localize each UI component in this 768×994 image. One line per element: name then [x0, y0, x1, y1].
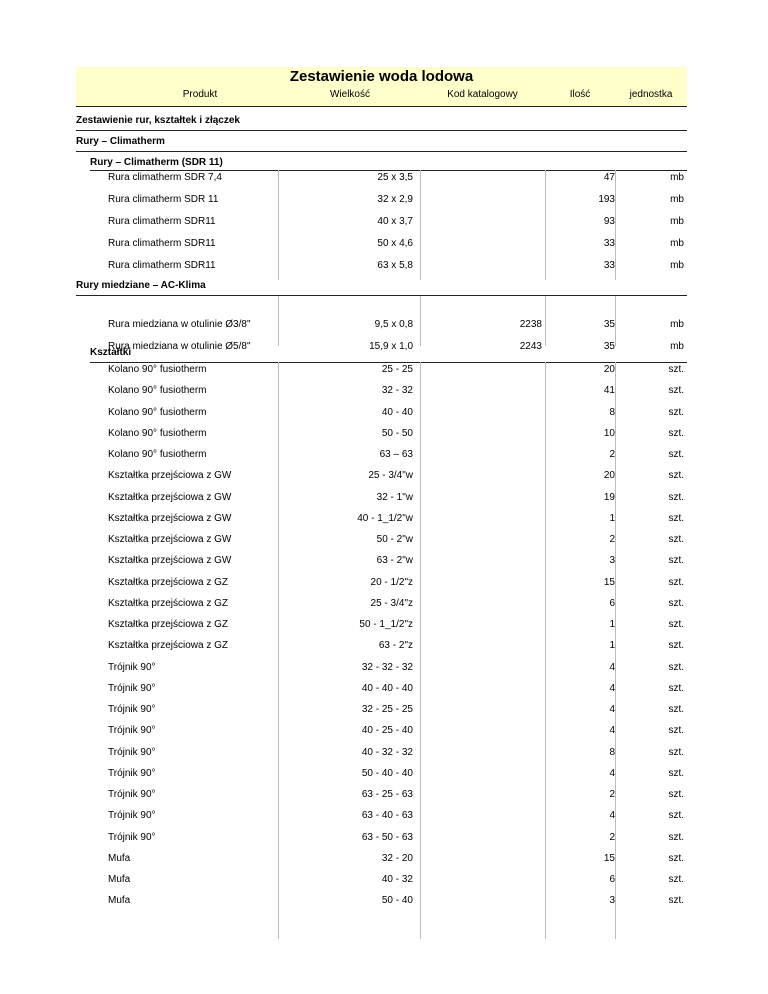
cell-product: Trójnik 90°: [108, 661, 156, 673]
table-row: [0, 809, 768, 823]
table-row: [0, 576, 768, 590]
cell-unit: szt.: [668, 385, 684, 397]
cell-quantity: 10: [603, 427, 615, 439]
cell-size: 63 - 2"z: [378, 640, 413, 652]
cell-size: 9,5 x 0,8: [374, 319, 413, 330]
cell-quantity: 2: [609, 534, 615, 545]
table-row: [0, 894, 768, 908]
cell-quantity: 47: [603, 172, 615, 183]
cell-quantity: 1: [609, 640, 615, 652]
cell-size: 40 - 40 - 40: [361, 682, 413, 694]
col-header-jednostka: jednostka: [629, 89, 673, 100]
cell-product: Trójnik 90°: [108, 704, 156, 715]
table-row: [0, 363, 768, 377]
cell-unit: szt.: [668, 619, 684, 630]
cell-size: 63 - 25 - 63: [361, 789, 413, 800]
table-row: [0, 682, 768, 696]
cell-product: Trójnik 90°: [108, 810, 156, 822]
table-row: [0, 215, 768, 229]
cell-unit: mb: [670, 260, 684, 271]
cell-size: 25 - 3/4"z: [370, 597, 413, 609]
cell-unit: szt.: [668, 682, 684, 694]
table-row: [0, 427, 768, 441]
section-divider: [76, 130, 687, 131]
cell-product: Kształtka przejściowa z GW: [108, 512, 232, 524]
table-row: [0, 597, 768, 611]
cell-quantity: 15: [603, 852, 615, 864]
cell-product: Rura climatherm SDR11: [108, 238, 216, 249]
section-rury-climatherm-sdr11: Rury – Climatherm (SDR 11): [90, 157, 223, 168]
table-row: [0, 448, 768, 462]
cell-product: Trójnik 90°: [108, 725, 156, 737]
cell-size: 50 - 2"w: [376, 534, 413, 545]
section-rury-climatherm: Rury – Climatherm: [76, 136, 165, 147]
cell-catalog-code: 2243: [519, 341, 542, 352]
cell-quantity: 193: [598, 194, 615, 205]
table-row: [0, 724, 768, 738]
table-row: [0, 767, 768, 781]
cell-size: 40 - 40: [381, 406, 413, 418]
cell-size: 50 - 50: [381, 427, 413, 439]
cell-unit: szt.: [668, 725, 684, 737]
cell-unit: szt.: [668, 555, 684, 567]
cell-unit: mb: [670, 319, 684, 330]
page-title: Zestawienie woda lodowa: [289, 68, 474, 85]
cell-product: Kształtka przejściowa z GW: [108, 555, 232, 567]
cell-size: 32 - 1"w: [376, 491, 413, 503]
cell-unit: szt.: [668, 661, 684, 673]
cell-product: Kształtka przejściowa z GW: [108, 491, 232, 503]
cell-size: 63 - 2"w: [376, 555, 413, 567]
table-row: [0, 873, 768, 887]
cell-product: Rura climatherm SDR11: [108, 216, 216, 227]
cell-size: 63 x 5,8: [377, 260, 413, 271]
table-row: [0, 661, 768, 675]
cell-unit: szt.: [668, 704, 684, 715]
cell-product: Kształtka przejściowa z GZ: [108, 619, 229, 630]
cell-size: 32 - 32 - 32: [361, 661, 413, 673]
cell-product: Rura climatherm SDR 11: [108, 194, 219, 205]
cell-unit: szt.: [668, 512, 684, 524]
cell-product: Trójnik 90°: [108, 682, 156, 694]
cell-size: 15,9 x 1,0: [369, 341, 413, 352]
col-header-kod: Kod katalogowy: [447, 89, 518, 100]
cell-quantity: 6: [609, 597, 615, 609]
cell-quantity: 4: [609, 682, 615, 694]
cell-quantity: 1: [609, 512, 615, 524]
cell-size: 32 x 2,9: [377, 194, 413, 205]
cell-quantity: 93: [603, 216, 615, 227]
cell-product: Trójnik 90°: [108, 789, 156, 800]
cell-quantity: 1: [609, 619, 615, 630]
cell-product: Kolano 90° fusiotherm: [108, 385, 207, 397]
cell-quantity: 33: [603, 260, 615, 271]
cell-product: Kształtka przejściowa z GW: [108, 470, 232, 482]
cell-quantity: 33: [603, 238, 615, 249]
cell-unit: szt.: [668, 534, 684, 545]
cell-size: 50 x 4,6: [377, 238, 413, 249]
table-row: [0, 384, 768, 398]
table-row: [0, 491, 768, 505]
table-row: [0, 469, 768, 483]
header-divider: [76, 106, 687, 107]
cell-unit: mb: [670, 216, 684, 227]
cell-size: 32 - 20: [381, 852, 413, 864]
cell-product: Kształtka przejściowa z GZ: [108, 576, 229, 588]
cell-quantity: 20: [603, 470, 615, 482]
cell-quantity: 2: [609, 789, 615, 800]
cell-unit: mb: [670, 172, 684, 183]
table-row: [0, 512, 768, 526]
cell-unit: szt.: [668, 491, 684, 503]
cell-product: Rura climatherm SDR11: [108, 260, 216, 271]
table-row: [0, 406, 768, 420]
cell-unit: szt.: [668, 364, 684, 375]
cell-size: 40 - 25 - 40: [361, 725, 413, 737]
cell-product: Kolano 90° fusiotherm: [108, 406, 207, 418]
cell-unit: szt.: [668, 810, 684, 822]
cell-size: 25 - 25: [381, 364, 413, 375]
table-row: [0, 639, 768, 653]
cell-quantity: 2: [609, 449, 615, 460]
section-divider: [76, 295, 687, 296]
cell-quantity: 2: [609, 831, 615, 843]
cell-unit: szt.: [668, 874, 684, 885]
cell-unit: szt.: [668, 597, 684, 609]
cell-quantity: 4: [609, 810, 615, 822]
table-row: [0, 259, 768, 273]
cell-quantity: 19: [603, 491, 615, 503]
cell-product: Rura climatherm SDR 7,4: [108, 172, 222, 183]
table-row: [0, 171, 768, 185]
table-row: [0, 703, 768, 717]
table-row: [0, 237, 768, 251]
cell-unit: szt.: [668, 831, 684, 843]
cell-size: 40 - 1_1/2"w: [357, 512, 413, 524]
cell-product: Mufa: [108, 852, 131, 864]
cell-unit: mb: [670, 341, 684, 352]
cell-size: 63 - 40 - 63: [361, 810, 413, 822]
cell-quantity: 3: [609, 555, 615, 567]
section-main: Zestawienie rur, kształtek i złączek: [76, 115, 240, 126]
cell-product: Trójnik 90°: [108, 746, 156, 758]
cell-quantity: 35: [603, 341, 615, 352]
cell-product: Kolano 90° fusiotherm: [108, 449, 207, 460]
table-row: [0, 618, 768, 632]
table-row: [0, 554, 768, 568]
cell-unit: szt.: [668, 470, 684, 482]
cell-quantity: 20: [603, 364, 615, 375]
col-header-wielkosc: Wielkość: [329, 89, 370, 100]
cell-product: Rura miedziana w otulinie Ø3/8": [108, 319, 251, 330]
cell-unit: mb: [670, 194, 684, 205]
cell-quantity: 4: [609, 725, 615, 737]
cell-unit: mb: [670, 238, 684, 249]
table-row: [0, 852, 768, 866]
section-rury-miedziane: Rury miedziane – AC-Klima: [76, 280, 206, 291]
cell-unit: szt.: [668, 746, 684, 758]
section-ksztaltki: Kształtki: [90, 347, 132, 358]
cell-size: 50 - 40: [381, 895, 413, 907]
cell-size: 40 - 32 - 32: [361, 746, 413, 758]
cell-quantity: 3: [609, 895, 615, 907]
cell-quantity: 4: [609, 767, 615, 779]
cell-quantity: 8: [609, 406, 615, 418]
table-row: [0, 746, 768, 760]
cell-quantity: 4: [609, 704, 615, 715]
cell-catalog-code: 2238: [519, 319, 542, 330]
cell-unit: szt.: [668, 576, 684, 588]
cell-unit: szt.: [668, 767, 684, 779]
cell-product: Kolano 90° fusiotherm: [108, 364, 207, 375]
cell-size: 25 - 3/4"w: [368, 470, 413, 482]
cell-size: 32 - 25 - 25: [361, 704, 413, 715]
cell-product: Kształtka przejściowa z GW: [108, 534, 232, 545]
cell-quantity: 41: [603, 385, 615, 397]
cell-size: 63 - 50 - 63: [361, 831, 413, 843]
cell-size: 25 x 3,5: [377, 172, 413, 183]
table-row: [0, 193, 768, 207]
cell-size: 20 - 1/2"z: [370, 576, 413, 588]
table-row: [0, 340, 768, 354]
cell-unit: szt.: [668, 640, 684, 652]
cell-quantity: 15: [603, 576, 615, 588]
cell-unit: szt.: [668, 895, 684, 907]
cell-quantity: 8: [609, 746, 615, 758]
cell-product: Mufa: [108, 874, 131, 885]
cell-unit: szt.: [668, 852, 684, 864]
cell-unit: szt.: [668, 789, 684, 800]
cell-product: Mufa: [108, 895, 131, 907]
cell-product: Trójnik 90°: [108, 831, 156, 843]
cell-quantity: 6: [609, 874, 615, 885]
cell-product: Rura miedziana w otulinie Ø5/8": [108, 341, 251, 352]
section-divider: [76, 151, 687, 152]
table-row: [0, 788, 768, 802]
col-header-ilosc: Ilość: [569, 89, 591, 100]
cell-unit: szt.: [668, 427, 684, 439]
table-row: [0, 318, 768, 332]
cell-product: Kolano 90° fusiotherm: [108, 427, 207, 439]
cell-size: 50 - 1_1/2"z: [359, 619, 413, 630]
table-row: [0, 831, 768, 845]
cell-quantity: 4: [609, 661, 615, 673]
cell-size: 50 - 40 - 40: [361, 767, 413, 779]
cell-size: 40 x 3,7: [377, 216, 413, 227]
cell-size: 63 – 63: [379, 449, 413, 460]
table-row: [0, 533, 768, 547]
cell-product: Kształtka przejściowa z GZ: [108, 640, 229, 652]
cell-size: 40 - 32: [381, 874, 413, 885]
cell-quantity: 35: [603, 319, 615, 330]
col-header-produkt: Produkt: [182, 89, 218, 100]
cell-unit: szt.: [668, 449, 684, 460]
cell-product: Kształtka przejściowa z GZ: [108, 597, 229, 609]
cell-unit: szt.: [668, 406, 684, 418]
cell-size: 32 - 32: [381, 385, 413, 397]
cell-product: Trójnik 90°: [108, 767, 156, 779]
